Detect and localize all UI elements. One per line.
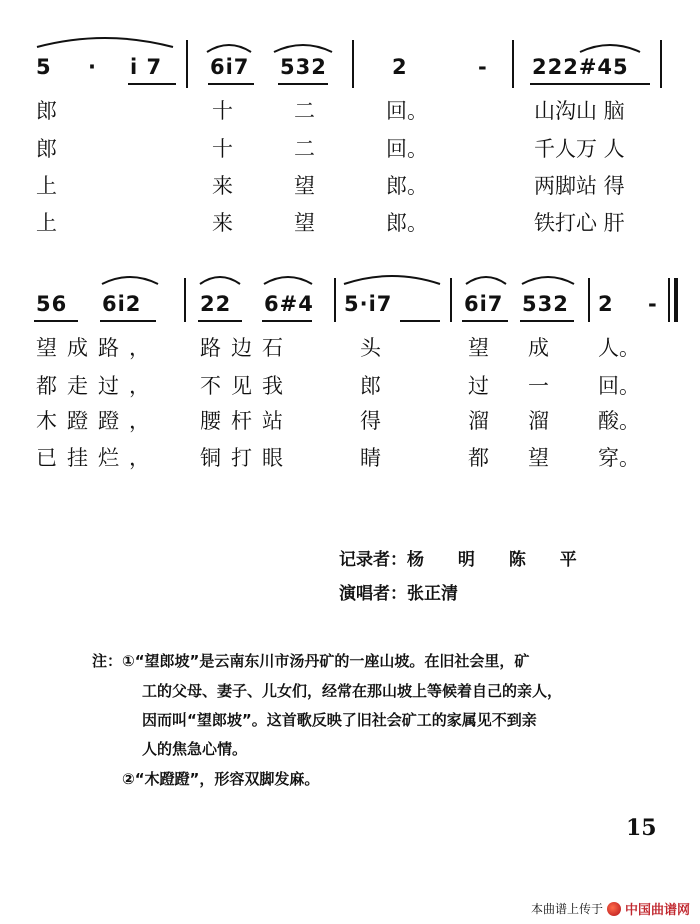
slur (205, 40, 253, 54)
lyric: 望 (468, 336, 489, 360)
slur (262, 272, 314, 286)
lyric: 千人万 人 (534, 137, 625, 161)
lyric: 都走过， (36, 374, 160, 398)
lyric-verse-4 (0, 207, 700, 237)
notes-label: 注： (92, 652, 123, 670)
slur (35, 33, 175, 49)
lyric-verse-2 (0, 370, 700, 400)
footer-text: 本曲谱上传于 (530, 902, 603, 916)
lyric: 溜 (528, 409, 549, 433)
lyric: 都 (468, 446, 489, 470)
slur (198, 272, 242, 286)
beam (100, 320, 156, 322)
lyric: 十 (212, 99, 233, 123)
note: 222#45 (532, 55, 629, 79)
dash: - (648, 292, 658, 316)
beam (278, 83, 328, 85)
lyric: 二 (294, 137, 315, 161)
lyric: 得 (360, 409, 381, 433)
lyric: 腰杆站 (200, 409, 293, 433)
lyric: 铁打心 肝 (534, 211, 625, 235)
notation-row (0, 292, 700, 332)
dash: - (478, 55, 488, 79)
slur (342, 272, 442, 286)
lyric-verse-3 (0, 170, 700, 200)
note: 532 (522, 292, 569, 316)
recorder-label: 记录者： (339, 550, 407, 570)
footer-watermark (531, 899, 690, 918)
lyric: 回。 (386, 137, 428, 161)
note-2: ②“木蹬蹬”，形容双脚发麻。 (122, 770, 320, 788)
slur (272, 40, 334, 54)
note-1-line-2: 工的父母、妻子、儿女们，经常在那山坡上等候着自己的亲人， (142, 682, 563, 700)
recorder-credit (339, 545, 591, 570)
lyric: 不见我 (200, 374, 293, 398)
lyric: 郎 (36, 137, 57, 161)
lyric: 木蹬蹬， (36, 409, 160, 433)
recorder-name: 杨 明 陈 平 (407, 550, 591, 570)
notation-row (0, 55, 700, 95)
slur (520, 272, 576, 286)
beam (34, 320, 78, 322)
lyric: 路边石 (200, 336, 293, 360)
lyric: 酸。 (598, 409, 640, 433)
lyric: 来 (212, 174, 233, 198)
slur (464, 272, 508, 286)
lyric: 郎。 (386, 211, 428, 235)
lyric: 望 (294, 211, 315, 235)
singer-label: 演唱者： (339, 584, 407, 604)
lyric: 已挂烂， (36, 446, 160, 470)
lyric: 回。 (598, 374, 640, 398)
lyric: 回。 (386, 99, 428, 123)
slur (578, 40, 642, 54)
note-1-line-3: 因而叫“望郎坡”。这首歌反映了旧社会矿工的家属见不到亲 (142, 711, 537, 729)
page-number: 15 (626, 815, 657, 841)
lyric-verse-4 (0, 442, 700, 472)
lyric: 望成路， (36, 336, 160, 360)
lyric-verse-2 (0, 133, 700, 163)
beam (198, 320, 242, 322)
lyric-verse-1 (0, 95, 700, 125)
lyric: 二 (294, 99, 315, 123)
note: 56 (36, 292, 68, 316)
lyric: 头 (360, 336, 381, 360)
lyric-verse-1 (0, 332, 700, 362)
beam (520, 320, 574, 322)
singer-name: 张正清 (407, 584, 458, 604)
lyric: 人。 (598, 336, 640, 360)
singer-credit (339, 579, 458, 604)
note-1-line-1: ①“望郎坡”是云南东川市汤丹矿的一座山坡。在旧社会里，矿 (122, 652, 530, 670)
note: 2 (598, 292, 614, 316)
note: 6i2 (102, 292, 142, 316)
beam (262, 320, 312, 322)
note: 532 (280, 55, 327, 79)
lyric: 望 (528, 446, 549, 470)
note: 5·i7 (344, 292, 393, 316)
note: i 7 (130, 55, 163, 79)
beam (462, 320, 508, 322)
note: 5 (36, 55, 52, 79)
beam (530, 83, 650, 85)
beam (400, 320, 440, 322)
note: 6#4 (264, 292, 314, 316)
slur (100, 272, 160, 286)
lyric: 睛 (360, 446, 381, 470)
lyric: 郎 (360, 374, 381, 398)
lyric: 过 (468, 374, 489, 398)
note: 2 (392, 55, 408, 79)
lyric: 山沟山 脑 (534, 99, 625, 123)
lyric: 上 (36, 211, 57, 235)
note: 6i7 (464, 292, 504, 316)
note-1-line-4: 人的焦急心情。 (142, 740, 248, 758)
footer-brand[interactable]: 中国曲谱网 (624, 903, 690, 918)
lyric: 成 (528, 336, 549, 360)
lyric: 望 (294, 174, 315, 198)
lyric: 溜 (468, 409, 489, 433)
beam (128, 83, 176, 85)
lyric: 上 (36, 174, 57, 198)
lyric: 十 (212, 137, 233, 161)
lyric: 两脚站 得 (534, 174, 625, 198)
lyric: 来 (212, 211, 233, 235)
note: 22 (200, 292, 232, 316)
lyric: 郎。 (386, 174, 428, 198)
lyric: 郎 (36, 99, 57, 123)
beam (208, 83, 254, 85)
lyric: 穿。 (598, 446, 640, 470)
lyric: 铜打眼 (200, 446, 293, 470)
lyric: 一 (528, 374, 549, 398)
note-dot: · (88, 55, 97, 79)
site-logo-icon (607, 902, 621, 916)
lyric-verse-3 (0, 405, 700, 435)
note: 6i7 (210, 55, 250, 79)
